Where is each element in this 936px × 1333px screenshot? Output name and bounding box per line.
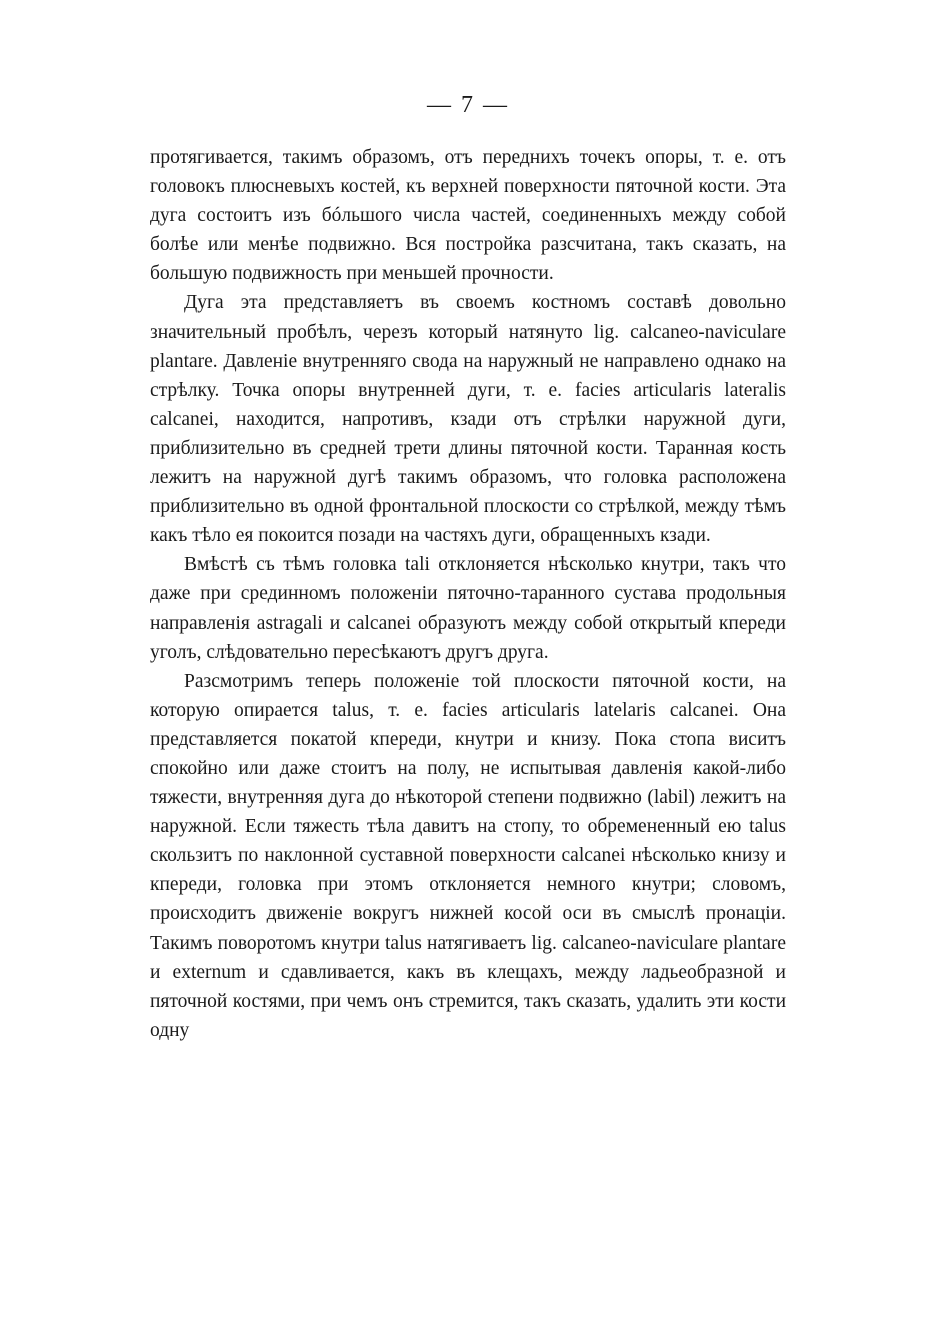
paragraph-talus-head: Вмѣстѣ съ тѣмъ головка tali отклоняется нѣсколько кнутри, такъ что даже при срединномъ положеніи пяточно-таранного сустава продольныя направленія astragali и calcanei образуютъ между собой открытый кпереди уголъ, слѣдовательно пересѣкаютъ другъ друга.: [150, 554, 786, 663]
paragraph-pronation: Разсмотримъ теперь положеніе той плоскости пяточной кости, на которую опирается talus, т. е. facies articularis latelaris calcanei. Она представляется покатой кпереди, кнутри и книзу. Пока стопа виситъ спокойно или даже стоитъ на полу, не испытывая давленія какой-либо тяжести, внутренняя дуга до нѣкоторой степени подвижно (labil) лежитъ на наружной. Если тяжесть тѣла давитъ на стопу, то обремененный ею talus скользитъ по наклонной суставной поверхности calcanei нѣсколько книзу и кпереди, головка при этомъ отклоняется немного кнутри; словомъ, происходитъ движеніе вокругъ нижней косой оси въ смыслѣ пронаціи. Такимъ поворотомъ кнутри talus натягиваетъ lig. calcaneo-naviculare plantare и externum и сдавливается, какъ въ клещахъ, между ладьеобразной и пяточной костями, при чемъ онъ стремится, такъ сказать, удалить эти кости одну: [150, 670, 786, 1041]
page-number: — 7 —: [427, 92, 509, 118]
body-text: [150, 143, 786, 1045]
paragraph-continued: протягивается, такимъ образомъ, отъ переднихъ точекъ опоры, т. е. отъ головокъ плюсневыхъ костей, къ верхней поверхности пяточной кости. Эта дуга состоитъ изъ бóльшого числа частей, соединенныхъ между собой болѣе или менѣе подвижно. Вся постройка разсчитана, такъ сказать, на большую подвижность при меньшей прочности.: [150, 147, 786, 285]
paragraph-arch-gap: Дуга эта представляетъ въ своемъ костномъ составѣ довольно значительный пробѣлъ, черезъ который натянуто lig. calcaneo-naviculare plantare. Давленіе внутренняго свода на наружный не направлено однако на стрѣлку. Точка опоры внутренней дуги, т. е. facies articularis lateralis calcanei, находится, напротивъ, кзади отъ стрѣлки наружной дуги, приблизительно въ средней трети длины пяточной кости. Таранная кость лежитъ на наружной дугѣ такимъ образомъ, что головка расположена приблизительно въ одной фронтальной плоскости со стрѣлкой, между тѣмъ какъ тѣло ея покоится позади на частяхъ дуги, обращенныхъ кзади.: [150, 292, 786, 547]
